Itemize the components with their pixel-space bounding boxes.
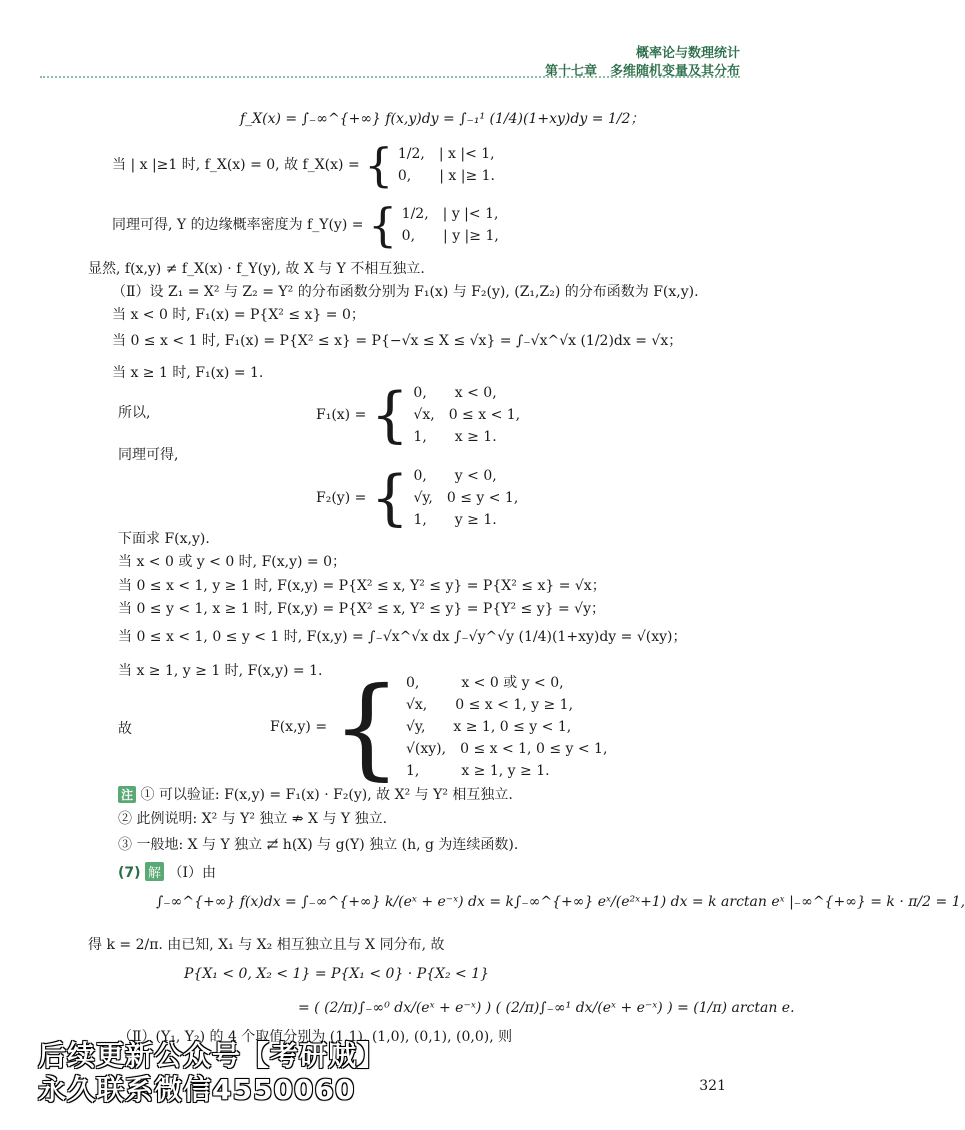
fx-cases: [398, 143, 495, 187]
fx-piecewise: [112, 138, 495, 192]
watermark-line-1: 后续更新公众号【考研贼】: [38, 1039, 387, 1072]
text-line: 得 k = 2/π. 由已知, X₁ 与 X₂ 相互独立且与 X 同分布, 故: [88, 937, 445, 953]
case-line: 1/2, | y |< 1,: [401, 206, 499, 222]
text-line: 当 x < 0 时, F₁(x) = P{X² ≤ x} = 0；: [112, 307, 365, 323]
Fxy-label: F(x,y) =: [270, 719, 328, 735]
case-line: 0, | y |≥ 1,: [401, 228, 499, 244]
text-line: 当 x < 0 或 y < 0 时, F(x,y) = 0；: [118, 554, 347, 570]
eq-prob-2: = ( (2/π)∫₋∞⁰ dx/(eˣ + e⁻ˣ) ) ( (2/π)∫₋∞¹ dx/(eˣ + e⁻ˣ) ) = (1/π) arctan e.: [298, 1000, 795, 1016]
case-line: 0, | x |≥ 1.: [397, 168, 495, 184]
F2-label: F₂(y) =: [316, 490, 367, 506]
header-divider: [40, 76, 740, 78]
text-line: 当 0 ≤ x < 1, 0 ≤ y < 1 时, F(x,y) = ∫₋√x^√x dx ∫₋√y^√y (1/4)(1+xy)dy = √(xy)；: [118, 629, 687, 645]
header-chapter: 第十七章 多维随机变量及其分布: [544, 64, 740, 79]
watermark-line-2: 永久联系微信4550060: [38, 1073, 356, 1106]
note-text: ① 可以验证: F(x,y) = F₁(x) · F₂(y), 故 X² 与 Y² 相互独立.: [140, 787, 513, 803]
case-line: 1, x ≥ 1, y ≥ 1.: [405, 763, 550, 779]
text-line: 当 0 ≤ x < 1, y ≥ 1 时, F(x,y) = P{X² ≤ x, Y² ≤ y} = P{X² ≤ x} = √x；: [118, 578, 606, 594]
case-line: 1, x ≥ 1.: [413, 429, 497, 445]
fy-piecewise-text: 同理可得, Y 的边缘概率密度为 f_Y(y) =: [112, 217, 364, 233]
text-line: 显然, f(x,y) ≠ f_X(x) · f_Y(y), 故 X 与 Y 不相互独立.: [88, 261, 425, 277]
eq-prob-1: P{X₁ < 0, X₂ < 1} = P{X₁ < 0} · P{X₂ < 1}: [184, 966, 490, 982]
text-line: 当 x ≥ 1 时, F₁(x) = 1.: [112, 365, 264, 381]
F2-piecewise: [316, 465, 518, 531]
section-text: （Ⅰ）由: [168, 865, 216, 881]
case-line: √x, 0 ≤ x < 1, y ≥ 1,: [405, 697, 574, 713]
text-line: 当 x ≥ 1, y ≥ 1 时, F(x,y) = 1.: [118, 663, 323, 679]
brace-icon: {: [370, 463, 409, 533]
case-line: 1, y ≥ 1.: [413, 512, 497, 528]
F1-cases: [413, 382, 520, 448]
Fxy-cases: [406, 672, 607, 782]
note-3: ③ 一般地: X 与 Y 独立 ⇄̸ h(X) 与 g(Y) 独立 (h, g 为连续函数).: [118, 837, 519, 853]
solution-tag: 解: [145, 862, 164, 881]
text-line: （Ⅱ）(Y₁, Y₂) 的 4 个取值分别为 (1,1), (1,0), (0,1), (0,0), 则: [118, 1029, 513, 1045]
fy-piecewise: [112, 198, 499, 252]
case-line: 0, x < 0 或 y < 0,: [405, 675, 564, 691]
text-line: 故: [118, 721, 132, 737]
case-line: √y, x ≥ 1, 0 ≤ y < 1,: [405, 719, 572, 735]
brace-icon: {: [364, 138, 394, 192]
F2-cases: [413, 465, 518, 531]
text-line: 当 0 ≤ y < 1, x ≥ 1 时, F(x,y) = P{X² ≤ x, Y² ≤ y} = P{Y² ≤ y} = √y；: [118, 601, 605, 617]
fy-cases: [402, 203, 499, 247]
note-2: ② 此例说明: X² 与 Y² 独立 ⇏ X 与 Y 独立.: [118, 811, 388, 827]
case-line: √y, 0 ≤ y < 1,: [413, 490, 519, 506]
brace-icon: {: [331, 663, 402, 791]
case-line: 0, x < 0,: [413, 385, 497, 401]
note-1: [118, 784, 513, 804]
text-line: 同理可得,: [118, 447, 179, 463]
section-number: (7): [118, 865, 141, 881]
case-line: 1/2, | x |< 1,: [397, 146, 495, 162]
case-line: 0, y < 0,: [413, 468, 497, 484]
brace-icon: {: [370, 380, 409, 450]
eq-normalization: ∫₋∞^{+∞} f(x)dx = ∫₋∞^{+∞} k/(eˣ + e⁻ˣ) dx = k∫₋∞^{+∞} eˣ/(e²ˣ+1) dx = k arctan eˣ |₋∞^{+∞} = k · π/2 = 1,: [156, 894, 965, 910]
text-line: 所以,: [118, 405, 151, 421]
eq-fx-marginal: f_X(x) = ∫₋∞^{+∞} f(x,y)dy = ∫₋₁¹ (1/4)(1+xy)dy = 1/2；: [240, 111, 645, 127]
F1-piecewise: [316, 382, 520, 448]
case-line: √(xy), 0 ≤ x < 1, 0 ≤ y < 1,: [405, 741, 608, 757]
brace-icon: {: [367, 198, 398, 252]
case-line: √x, 0 ≤ x < 1,: [413, 407, 521, 423]
F1-label: F₁(x) =: [316, 407, 367, 423]
text-line: 下面求 F(x,y).: [118, 531, 210, 547]
section-7-heading: [118, 862, 216, 882]
page-number: 321: [699, 1078, 726, 1094]
fx-piecewise-text: 当 | x |≥1 时, f_X(x) = 0, 故 f_X(x) =: [112, 157, 360, 173]
text-line: （Ⅱ）设 Z₁ = X² 与 Z₂ = Y² 的分布函数分别为 F₁(x) 与 F₂(y), (Z₁,Z₂) 的分布函数为 F(x,y).: [112, 284, 699, 300]
header-book-title: 概率论与数理统计: [635, 46, 740, 61]
text-line: 当 0 ≤ x < 1 时, F₁(x) = P{X² ≤ x} = P{−√x ≤ X ≤ √x} = ∫₋√x^√x (1/2)dx = √x；: [112, 333, 683, 349]
Fxy-piecewise: [270, 663, 608, 791]
note-tag: 注: [118, 786, 136, 803]
